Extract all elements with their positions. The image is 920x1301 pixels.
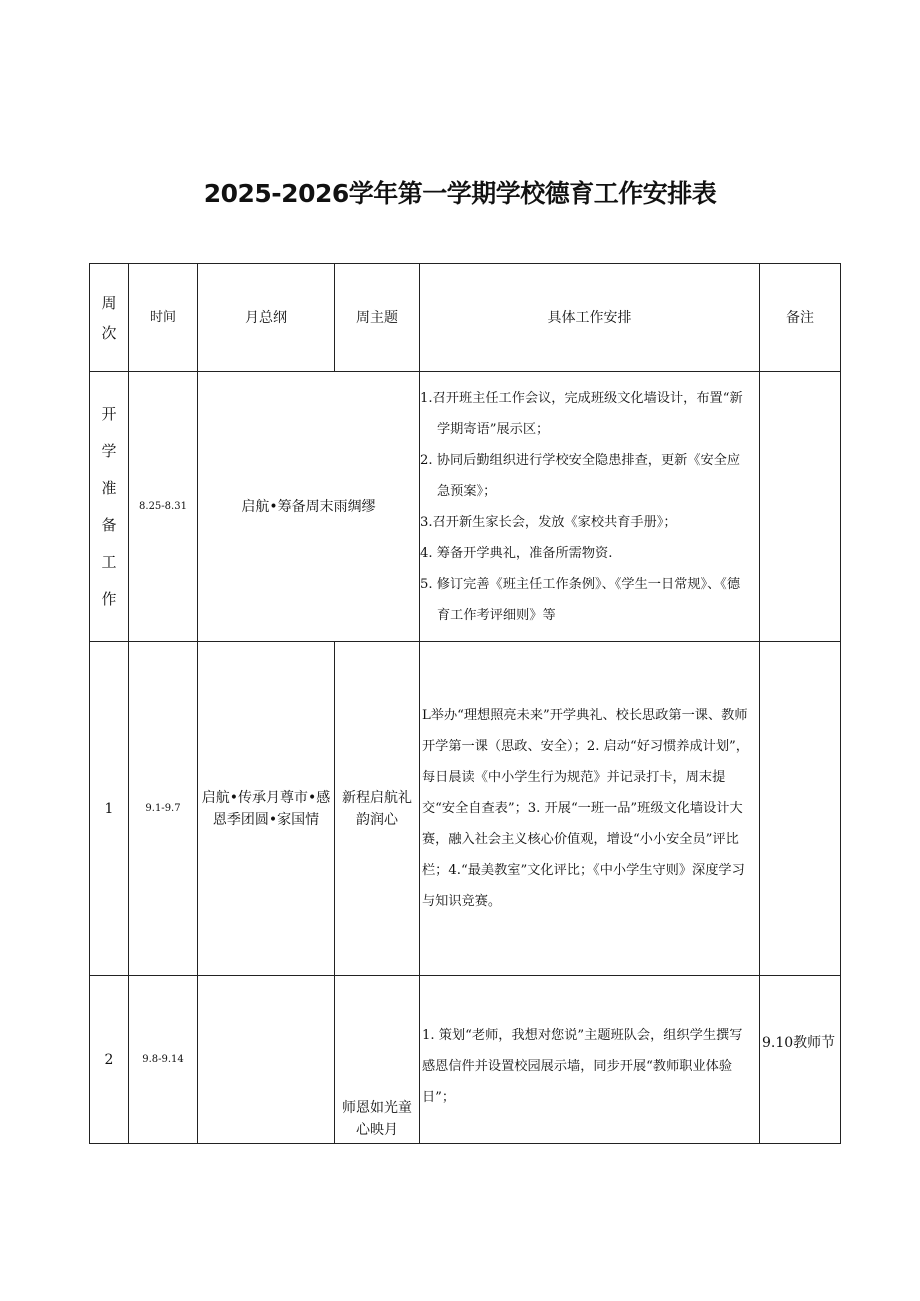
week-cell: 开学准备工作 [90,372,129,642]
header-month-outline: 月总纲 [198,264,335,372]
task-item: 1.召开班主任工作会议，完成班级文化墙设计，布置“新学期寄语”展示区； [420,390,743,437]
outline-cell [198,976,335,1144]
time-cell: 9.1-9.7 [129,642,198,976]
task-text: 1. 策划“老师，我想对您说”主题班队会，组织学生撰写感恩信件并设置校园展示墙，同步开展“教师职业体验日”； [422,1028,743,1105]
schedule-table [89,263,841,1144]
tasks-cell [420,976,760,1144]
outline-cell: 启航•传承月尊市•感恩季团圆•家国情 [198,642,335,976]
header-week-theme: 周主题 [335,264,420,372]
header-tasks: 具体工作安排 [420,264,760,372]
table-row [90,642,841,976]
header-week: 周次 [90,264,129,372]
task-item: 2. 协同后勤组织进行学校安全隐患排查，更新《安全应急预案》； [420,452,741,499]
week-cell: 2 [90,976,129,1144]
table-row [90,976,841,1144]
theme-cell: 师恩如光童心映月 [335,976,420,1144]
header-time: 时间 [129,264,198,372]
tasks-cell [420,372,760,642]
outline-cell: 启航•筹备周末雨绸缪 [198,372,420,642]
week-cell: 1 [90,642,129,976]
page-title: 2025-2026学年第一学期学校德育工作安排表 [203,179,717,208]
header-row [90,264,841,372]
note-cell [760,372,841,642]
table-row [90,372,841,642]
task-item: 3.召开新生家长会，发放《家校共育手册》； [420,514,677,530]
tasks-cell [420,642,760,976]
theme-cell: 新程启航礼韵润心 [335,642,420,976]
time-cell: 9.8-9.14 [129,976,198,1144]
task-text: L举办“理想照亮未来”开学典礼、校长思政第一课、教师开学第一课（思政、安全）；2. 启动“好习惯养成计划”，每日晨读《中小学生行为规范》并记录打卡，周末提交“安全自查表”；3. 开展“一班一品”班级文化墙设计大赛，融入社会主义核心价值观，增设“小小安全员”评比栏；4.“最美教室”文化评比；《中小学生守则》深度学习与知识竞赛。 [422,708,749,909]
header-notes: 备注 [760,264,841,372]
task-item: 5. 修订完善《班主任工作条例》、《学生一日常规》、《德育工作考评细则》等 [420,576,741,623]
task-item: 4. 筹备开学典礼，准备所需物资. [420,545,613,561]
note-cell: 9.10教师节 [760,976,841,1144]
time-cell: 8.25-8.31 [129,372,198,642]
note-cell [760,642,841,976]
